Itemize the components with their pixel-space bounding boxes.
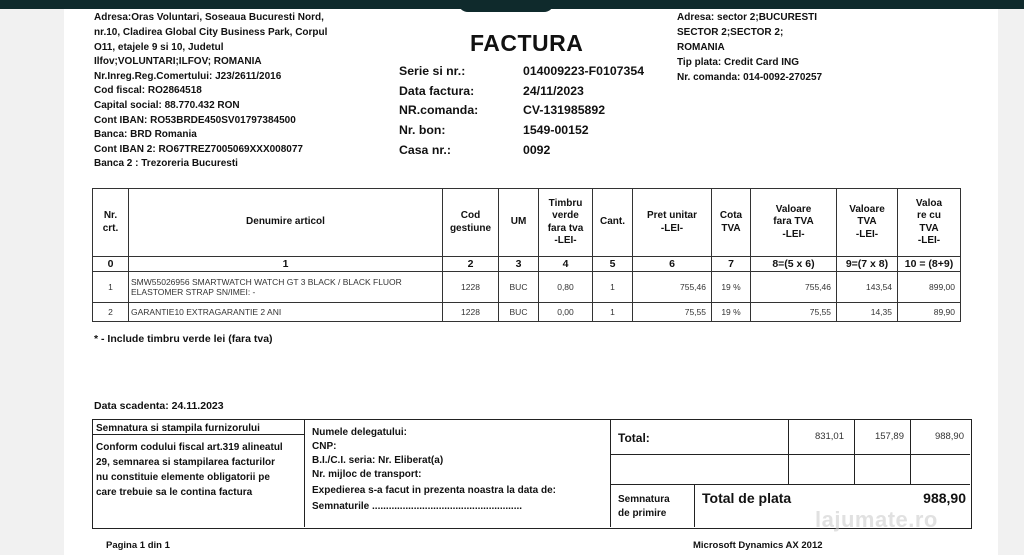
- index-cell: 6: [633, 257, 712, 272]
- delegate-line: Expedierea s-a facut in prezenta noastra la data de:: [312, 485, 556, 496]
- cell-cant: 1: [593, 303, 633, 322]
- delegate-line: B.I./C.I. seria: Nr. Eliberat(a): [312, 455, 444, 466]
- field-value-comanda: CV-131985892: [523, 103, 606, 117]
- total-payable-label: Total de plata: [702, 490, 792, 506]
- green-stamp-note: * - Include timbru verde lei (fara tva): [94, 333, 273, 345]
- page-number: Pagina 1 din 1: [106, 540, 170, 551]
- table-header-row: [93, 189, 961, 257]
- cell-cod: 1228: [443, 303, 499, 322]
- client-line: Nr. comanda: 014-0092-270257: [677, 72, 823, 83]
- supplier-line: Ilfov;VOLUNTARI;ILFOV; ROMANIA: [94, 56, 262, 67]
- delegate-line: CNP:: [312, 441, 337, 452]
- col-header-cod: Cod gestiune: [443, 189, 499, 257]
- client-line: Tip plata: Credit Card ING: [677, 57, 800, 68]
- index-cell: 8=(5 x 6): [751, 257, 837, 272]
- col-header-denumire: Denumire articol: [129, 189, 443, 257]
- index-cell: 2: [443, 257, 499, 272]
- fiscal-note-line: care trebuie sa le contina factura: [96, 487, 253, 498]
- supplier-line: Cod fiscal: RO2864518: [94, 85, 202, 96]
- receipt-signature-label: Semnatura de primire: [618, 494, 670, 519]
- col-header-val-cu: Valoa re cu TVA -LEI-: [898, 189, 961, 257]
- total-value-cu-tva: 988,90: [934, 431, 964, 442]
- supplier-line: Capital social: 88.770.432 RON: [94, 100, 240, 111]
- index-cell: 9=(7 x 8): [837, 257, 898, 272]
- supplier-line: Cont IBAN: RO53BRDE450SV01797384500: [94, 115, 296, 126]
- cell-cant: 1: [593, 272, 633, 303]
- field-label-comanda: NR.comanda:: [399, 103, 479, 117]
- field-value-serie: 014009223-F0107354: [523, 64, 645, 78]
- index-cell: 4: [539, 257, 593, 272]
- field-label-data: Data factura:: [399, 84, 475, 98]
- client-line: ROMANIA: [677, 42, 725, 53]
- delegate-line: Semnaturile ......................................................: [312, 501, 523, 512]
- index-cell: 3: [499, 257, 539, 272]
- cell-val-fara: 755,46: [751, 272, 837, 303]
- index-cell: 7: [712, 257, 751, 272]
- invoice-title: FACTURA: [470, 30, 584, 56]
- table-index-row: [93, 257, 961, 272]
- cell-cod: 1228: [443, 272, 499, 303]
- cell-nr: 1: [93, 272, 129, 303]
- col-header-timbru: Timbru verde fara tva -LEI-: [539, 189, 593, 257]
- client-line: SECTOR 2;SECTOR 2;: [677, 27, 784, 38]
- camera-notch: [458, 0, 554, 12]
- total-payable-value: 988,90: [923, 490, 966, 506]
- supplier-line: Banca: BRD Romania: [94, 129, 197, 140]
- cell-denumire: GARANTIE10 EXTRAGARANTIE 2 ANI: [129, 303, 443, 322]
- supplier-line: Banca 2 : Trezoreria Bucuresti: [94, 158, 238, 169]
- col-header-cant: Cant.: [593, 189, 633, 257]
- supplier-line: O11, etajele 9 si 10, Judetul: [94, 42, 224, 53]
- footer-divider: [910, 420, 911, 484]
- footer-divider: [854, 420, 855, 484]
- footer-divider: [304, 420, 305, 527]
- fiscal-note-line: nu constituie elemente obligatorii pe: [96, 472, 270, 483]
- cell-nr: 2: [93, 303, 129, 322]
- delegate-line: Nr. mijloc de transport:: [312, 469, 422, 480]
- table-row: [93, 303, 961, 322]
- cell-timbru: 0,00: [539, 303, 593, 322]
- cell-um: BUC: [499, 272, 539, 303]
- col-header-pret: Pret unitar -LEI-: [633, 189, 712, 257]
- due-date: Data scadenta: 24.11.2023: [94, 400, 224, 412]
- site-watermark: lajumate.ro: [815, 507, 938, 532]
- cell-cota: 19 %: [712, 303, 751, 322]
- field-label-casa: Casa nr.:: [399, 143, 451, 157]
- footer-divider: [93, 434, 304, 435]
- total-value-fara-tva: 831,01: [814, 431, 844, 442]
- cell-val-fara: 75,55: [751, 303, 837, 322]
- cell-val-tva: 14,35: [837, 303, 898, 322]
- field-value-casa: 0092: [523, 143, 551, 157]
- field-label-bon: Nr. bon:: [399, 123, 446, 137]
- total-label: Total:: [618, 431, 650, 445]
- col-header-val-tva: Valoare TVA -LEI-: [837, 189, 898, 257]
- total-value-tva: 157,89: [874, 431, 904, 442]
- delegate-line: Numele delegatului:: [312, 427, 408, 438]
- table-row: [93, 272, 961, 303]
- cell-pret: 75,55: [633, 303, 712, 322]
- footer-divider: [610, 420, 611, 527]
- supplier-line: Adresa:Oras Voluntari, Soseaua Bucuresti Nord,: [94, 12, 324, 23]
- footer-divider: [611, 454, 970, 455]
- col-header-cota: Cota TVA: [712, 189, 751, 257]
- footer-divider: [788, 420, 789, 484]
- cell-denumire: SMW55026956 SMARTWATCH WATCH GT 3 BLACK / BLACK FLUOR ELASTOMER STRAP SN/IMEI: -: [129, 272, 443, 303]
- cell-val-cu: 899,00: [898, 272, 961, 303]
- right-background-edge: [998, 0, 1024, 555]
- cell-um: BUC: [499, 303, 539, 322]
- index-cell: 1: [129, 257, 443, 272]
- field-value-data: 24/11/2023: [523, 84, 584, 98]
- supplier-line: nr.10, Cladirea Global City Business Park, Corpul: [94, 27, 328, 38]
- index-cell: 0: [93, 257, 129, 272]
- cell-cota: 19 %: [712, 272, 751, 303]
- fiscal-note-line: 29, semnarea si stampilarea facturilor: [96, 457, 275, 468]
- supplier-line: Nr.Inreg.Reg.Comertului: J23/2611/2016: [94, 71, 282, 82]
- footer-divider: [694, 484, 695, 527]
- supplier-line: Cont IBAN 2: RO67TREZ7005069XXX008077: [94, 144, 303, 155]
- index-cell: 5: [593, 257, 633, 272]
- cell-pret: 755,46: [633, 272, 712, 303]
- left-background-edge: [0, 0, 64, 555]
- items-table: [92, 188, 961, 322]
- cell-val-tva: 143,54: [837, 272, 898, 303]
- fiscal-note-line: Conform codului fiscal art.319 alineatul: [96, 442, 283, 453]
- field-label-serie: Serie si nr.:: [399, 64, 466, 78]
- cell-val-cu: 89,90: [898, 303, 961, 322]
- cell-timbru: 0,80: [539, 272, 593, 303]
- software-name: Microsoft Dynamics AX 2012: [693, 540, 823, 551]
- col-header-um: UM: [499, 189, 539, 257]
- col-header-val-fara: Valoare fara TVA -LEI-: [751, 189, 837, 257]
- col-header-nr: Nr. crt.: [93, 189, 129, 257]
- client-line: Adresa: sector 2;BUCURESTI: [677, 12, 818, 23]
- field-value-bon: 1549-00152: [523, 123, 589, 137]
- index-cell: 10 = (8+9): [898, 257, 961, 272]
- footer-divider: [611, 484, 970, 485]
- supplier-signature-title: Semnatura si stampila furnizorului: [96, 423, 260, 434]
